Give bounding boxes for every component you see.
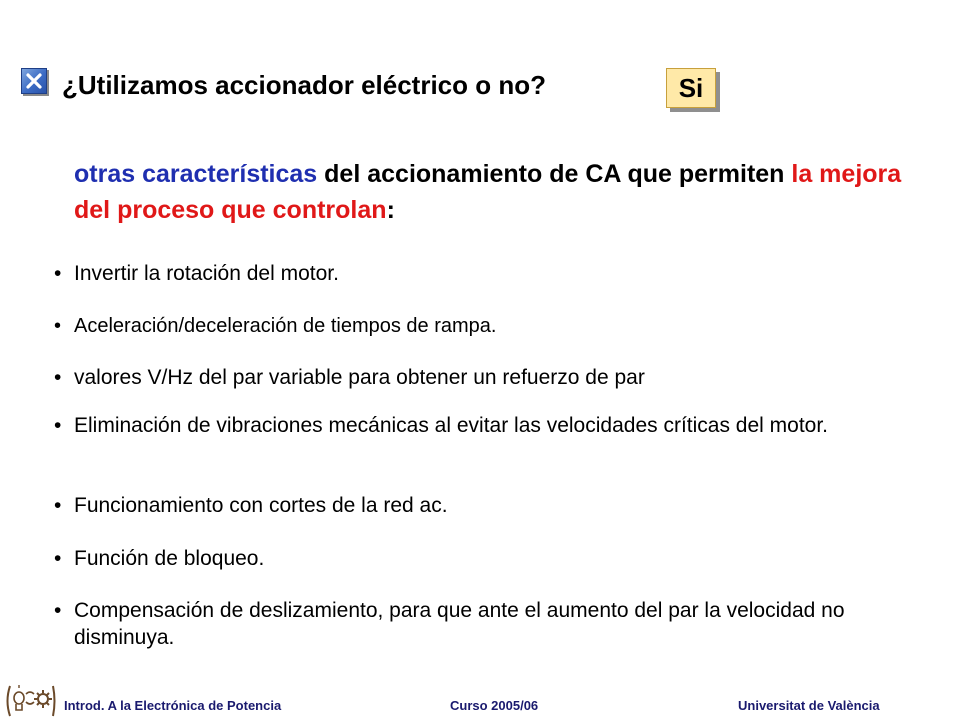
gear-lightbulb-logo-icon — [4, 684, 56, 718]
bullet-dot: • — [54, 414, 62, 437]
bullet-text: Función de bloqueo. — [74, 547, 265, 570]
footer-university: Universitat de València — [738, 698, 880, 713]
main-question: ¿Utilizamos accionador eléctrico o no? — [62, 70, 546, 100]
bullet-dot: • — [54, 547, 62, 570]
bullet-text: Compensación de deslizamiento, para que ante el aumento del par la velocidad no disminuya. — [74, 599, 845, 649]
bullet-dot: • — [54, 599, 62, 622]
bullet-dot: • — [54, 494, 62, 517]
subtitle-colon: : — [386, 196, 395, 224]
bullet-dot: • — [54, 262, 62, 285]
bullet-item — [54, 492, 934, 519]
bullet-item — [54, 313, 934, 340]
bullet-text: Funcionamiento con cortes de la red ac. — [74, 494, 448, 517]
subtitle — [74, 156, 934, 228]
bullet-text: Eliminación de vibraciones mecánicas al evitar las velocidades críticas del motor. — [74, 414, 829, 437]
bullet-item — [54, 545, 934, 572]
answer-box: Si — [666, 68, 716, 108]
subtitle-highlight-blue: otras características — [74, 160, 318, 188]
bullet-text: valores V/Hz del par variable para obtener un refuerzo de par — [74, 366, 645, 389]
x-glyph — [22, 69, 46, 93]
close-x-icon[interactable] — [21, 68, 47, 94]
bullet-dot: • — [54, 366, 62, 389]
bullet-item — [54, 260, 934, 287]
subtitle-highlight-red: la mejora del proceso que controlan — [74, 160, 902, 224]
footer-course-name: Introd. A la Electrónica de Potencia — [64, 698, 282, 713]
bullet-item — [54, 597, 914, 651]
bullet-text: Aceleración/deceleración de tiempos de rampa. — [74, 315, 497, 337]
footer-course-year: Curso 2005/06 — [450, 698, 539, 713]
bullet-item — [54, 412, 924, 439]
bullet-item — [54, 364, 934, 391]
bullet-text: Invertir la rotación del motor. — [74, 262, 339, 285]
bullet-dot: • — [54, 315, 62, 337]
subtitle-text: del accionamiento de CA que permiten — [317, 160, 792, 188]
